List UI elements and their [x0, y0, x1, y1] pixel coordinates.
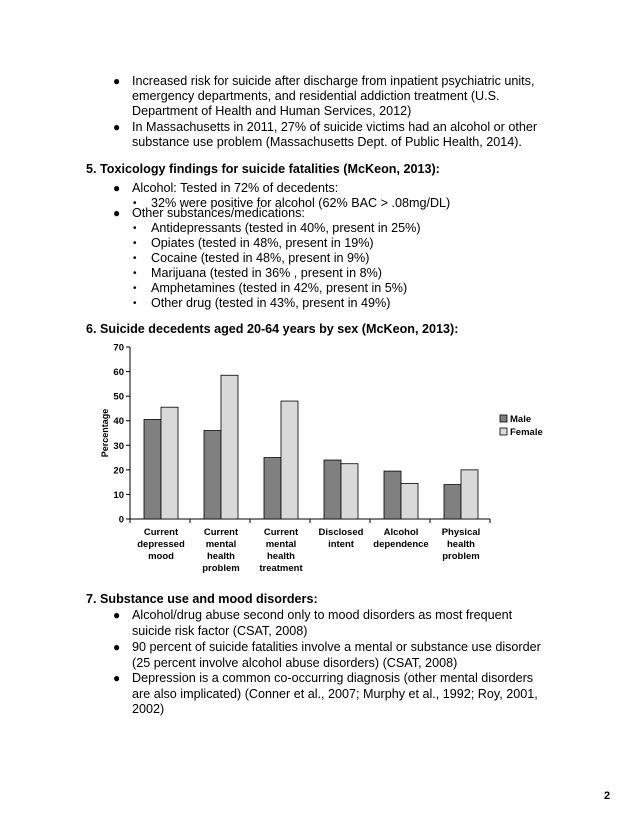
- list-item-line: Depression is a common co-occurring diagnosis (other mental disorders: [132, 671, 534, 685]
- bar-female: [221, 375, 238, 519]
- bullet-icon: ●: [113, 120, 121, 134]
- y-tick-label: 0: [118, 514, 124, 526]
- y-axis-label: Percentage: [100, 408, 110, 458]
- y-tick-label: 10: [113, 489, 124, 501]
- bullet-icon: ●: [113, 181, 121, 195]
- bar-male: [384, 471, 401, 519]
- x-tick-label: Disclosed: [318, 527, 364, 538]
- list-item-line: In Massachusetts in 2011, 27% of suicide victims had an alcohol or other: [132, 120, 538, 134]
- bullet-icon: ●: [113, 640, 121, 654]
- legend-label: Male: [510, 414, 532, 425]
- bar-male: [444, 485, 461, 519]
- x-tick-label: dependence: [373, 539, 429, 550]
- x-tick-label: problem: [442, 551, 480, 562]
- list-item-line: Alcohol/drug abuse second only to mood disorders as most frequent: [132, 608, 513, 622]
- list-item-line: Increased risk for suicide after discharge from inpatient psychiatric units,: [132, 74, 535, 88]
- x-tick-label: Current: [143, 527, 179, 538]
- sub-bullet-icon: •: [133, 268, 137, 279]
- bullet-icon: ●: [113, 671, 121, 685]
- sub-bullet-icon: •: [133, 283, 137, 294]
- x-tick-label: health: [207, 551, 235, 562]
- legend-swatch: [500, 415, 507, 422]
- page-number: 2: [604, 790, 611, 802]
- sub-list-item: Antidepressants (tested in 40%, present in 25%): [151, 221, 421, 235]
- bar-chart: [0, 338, 638, 583]
- x-tick-label: Current: [203, 527, 239, 538]
- section-heading: 7. Substance use and mood disorders:: [86, 592, 318, 606]
- sub-list-item: 32% were positive for alcohol (62% BAC > .08mg/DL): [151, 196, 451, 210]
- x-tick-label: mental: [205, 539, 237, 550]
- x-tick-label: intent: [328, 539, 354, 550]
- x-tick-label: mood: [148, 551, 174, 562]
- bar-female: [461, 470, 478, 519]
- list-item-line: (25 percent involve alcohol abuse disorders) (CSAT, 2008): [132, 656, 458, 670]
- y-tick-label: 50: [113, 391, 124, 403]
- list-item-line: emergency departments, and residential addiction treatment (U.S.: [132, 89, 500, 103]
- x-tick-label: mental: [265, 539, 297, 550]
- x-tick-label: depressed: [137, 539, 185, 550]
- sub-bullet-icon: •: [133, 223, 137, 234]
- bar-male: [144, 419, 161, 519]
- sub-list-item: Amphetamines (tested in 42%, present in 5%): [151, 281, 408, 295]
- section-heading: 5. Toxicology findings for suicide fatalities (McKeon, 2013):: [86, 162, 440, 176]
- sub-list-item: Cocaine (tested in 48%, present in 9%): [151, 251, 370, 265]
- x-tick-label: health: [267, 551, 295, 562]
- sub-list-item: Marijuana (tested in 36% , present in 8%): [151, 266, 383, 280]
- x-tick-label: Alcohol: [383, 527, 419, 538]
- x-tick-label: health: [447, 539, 475, 550]
- x-tick-label: problem: [202, 563, 240, 574]
- sub-list-item: Other drug (tested in 43%, present in 49%): [151, 296, 391, 310]
- bullet-icon: ●: [113, 206, 121, 220]
- y-tick-label: 30: [113, 440, 124, 452]
- legend-label: Female: [510, 427, 543, 438]
- list-item-line: are also implicated) (Conner et al., 2007; Murphy et al., 1992; Roy, 2001,: [132, 687, 538, 701]
- list-item: Alcohol: Tested in 72% of decedents:: [132, 181, 339, 195]
- bullet-icon: ●: [113, 608, 121, 622]
- section-heading: 6. Suicide decedents aged 20-64 years by sex (McKeon, 2013):: [86, 322, 459, 336]
- x-tick-label: treatment: [259, 563, 303, 574]
- y-tick-label: 20: [113, 465, 124, 477]
- y-tick-label: 60: [113, 367, 124, 379]
- bar-female: [281, 401, 298, 519]
- sub-list-item: Opiates (tested in 48%, present in 19%): [151, 236, 374, 250]
- list-item-line: substance use problem (Massachusetts Dept. of Public Health, 2014).: [132, 135, 522, 149]
- bar-female: [341, 464, 358, 519]
- list-item: Other substances/medications:: [132, 206, 305, 220]
- bullet-icon: ●: [113, 74, 121, 88]
- sub-bullet-icon: •: [133, 238, 137, 249]
- y-tick-label: 40: [113, 416, 124, 428]
- list-item-line: 90 percent of suicide fatalities involve a mental or substance use disorder: [132, 640, 541, 654]
- bar-male: [324, 460, 341, 519]
- bar-female: [401, 483, 418, 519]
- list-item-line: 2002): [132, 702, 165, 716]
- legend-swatch: [500, 428, 507, 435]
- sub-bullet-icon: •: [133, 198, 137, 209]
- bar-male: [204, 431, 221, 519]
- sub-bullet-icon: •: [133, 298, 137, 309]
- x-tick-label: Physical: [441, 527, 481, 538]
- bar-female: [161, 407, 178, 519]
- x-tick-label: Current: [263, 527, 299, 538]
- sub-bullet-icon: •: [133, 253, 137, 264]
- list-item-line: suicide risk factor (CSAT, 2008): [132, 624, 308, 638]
- bar-male: [264, 458, 281, 519]
- y-tick-label: 70: [113, 342, 124, 354]
- list-item-line: Department of Health and Human Services, 2012): [132, 104, 412, 118]
